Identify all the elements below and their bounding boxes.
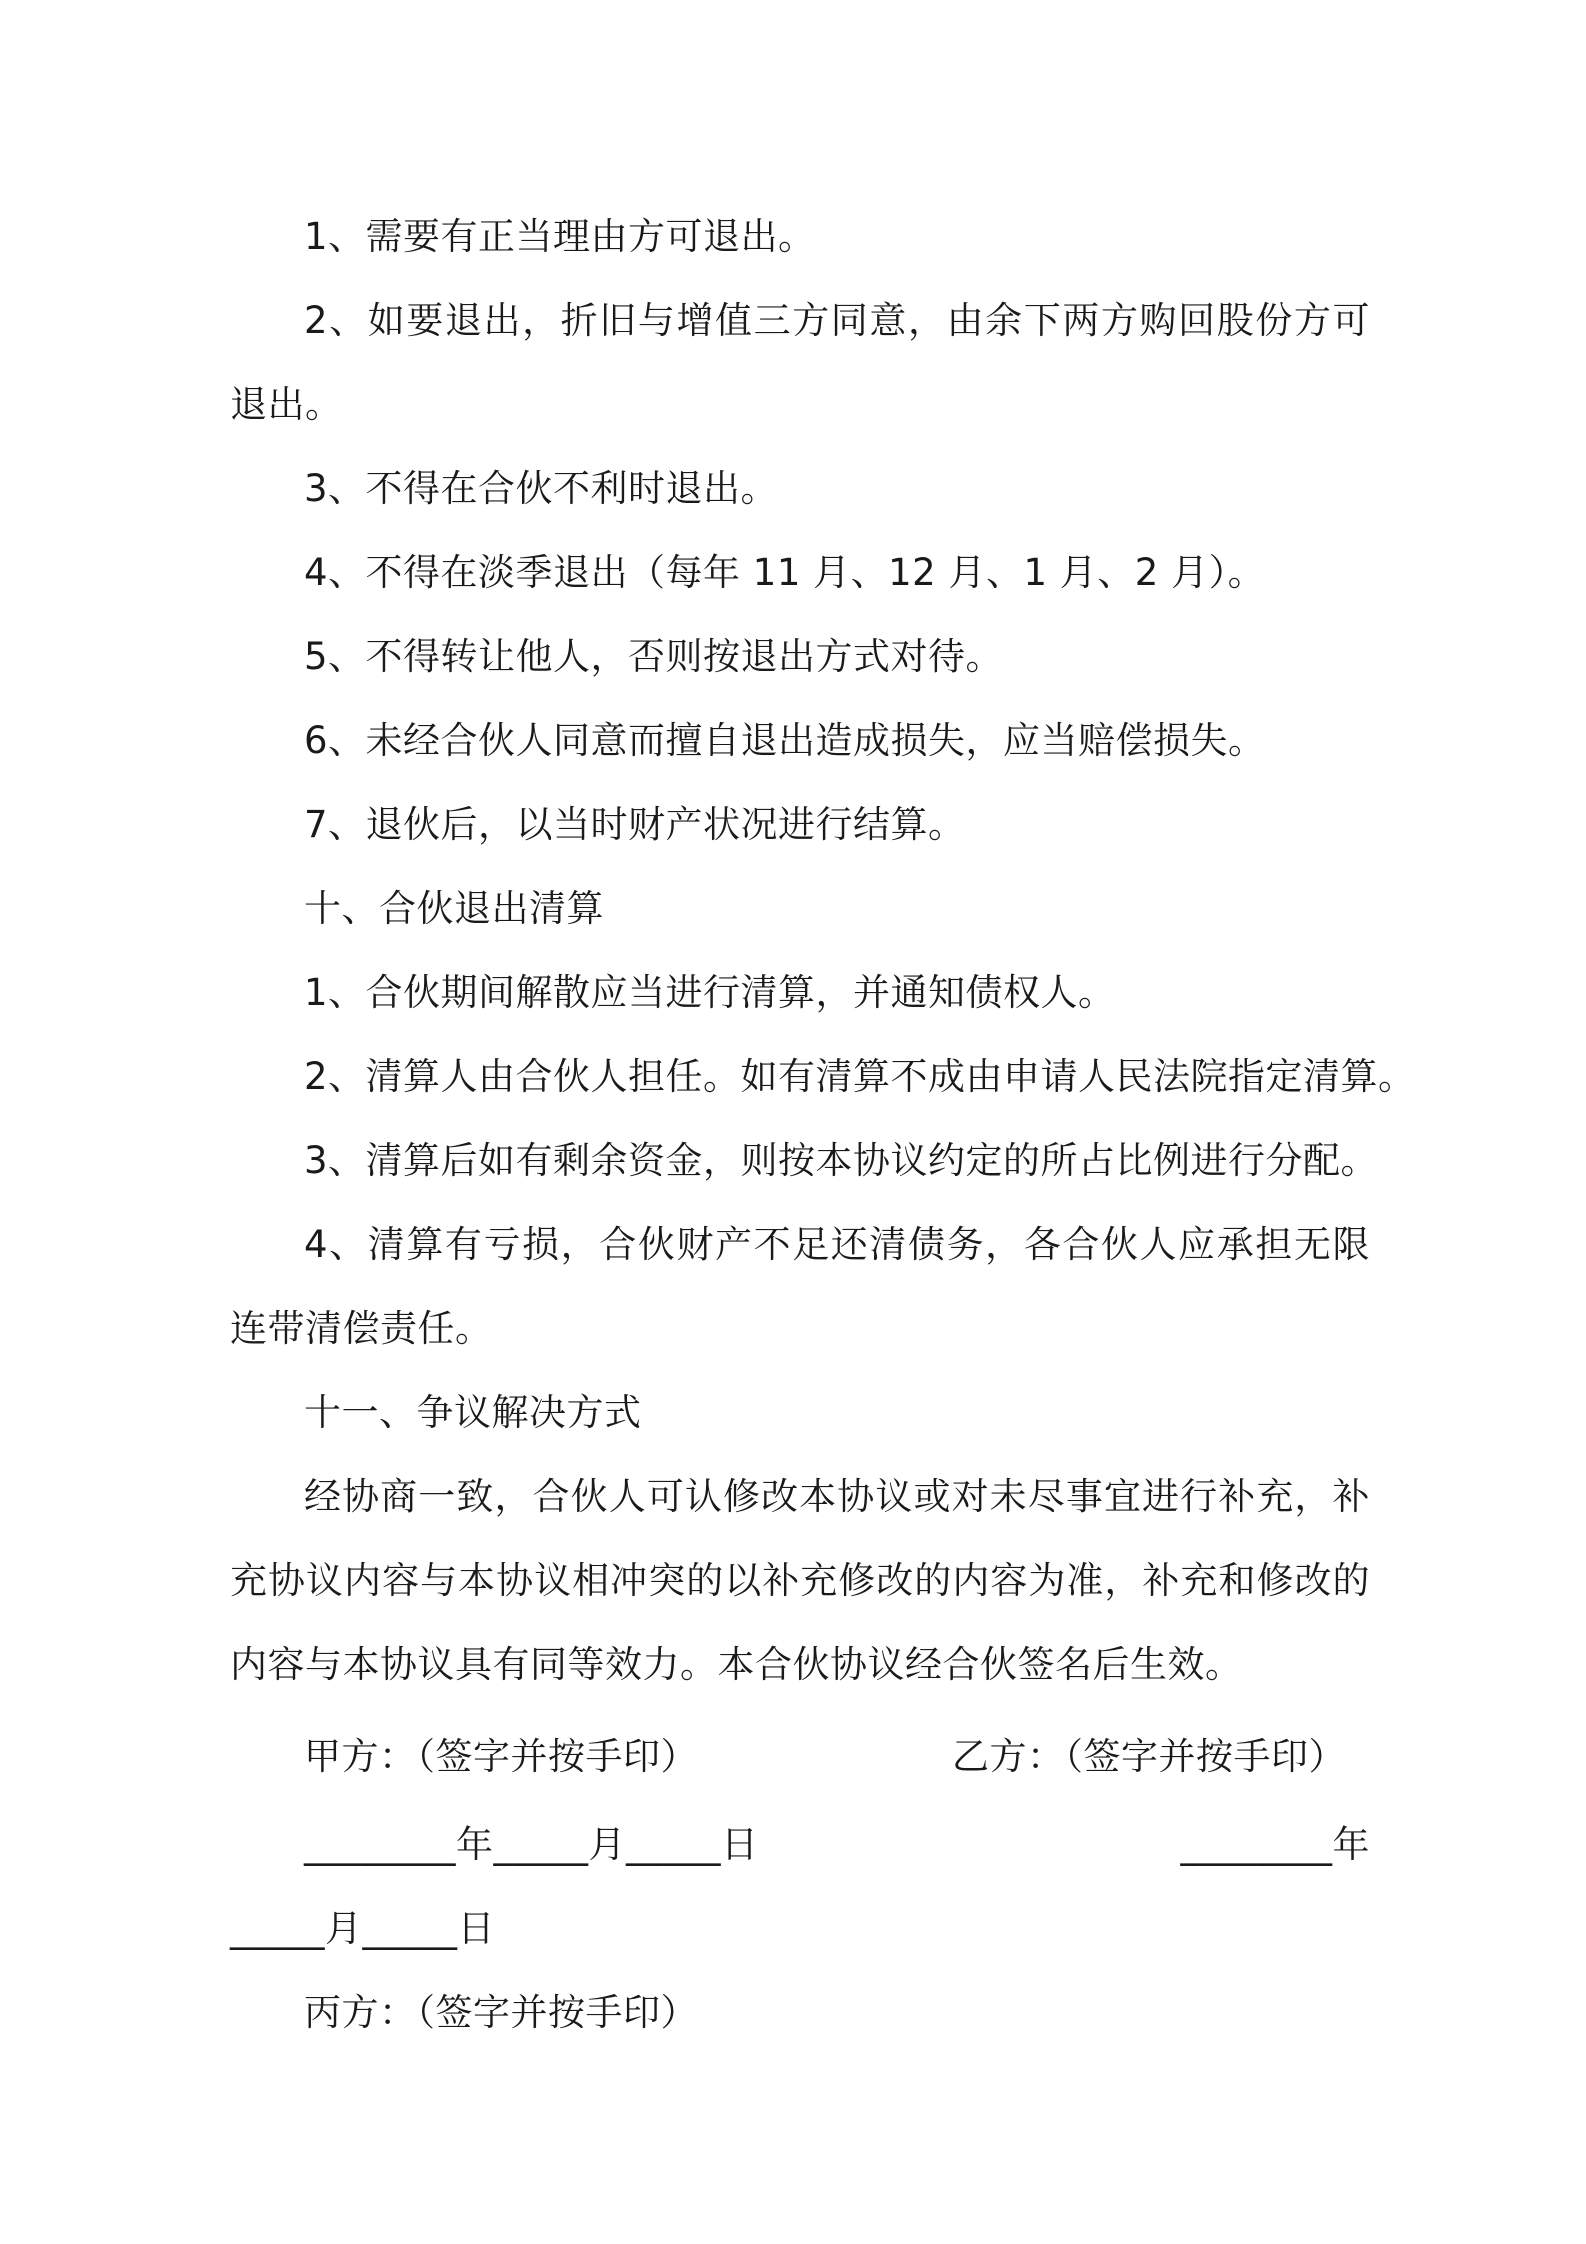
exit-rule-5: 5、不得转让他人，否则按退出方式对待。 bbox=[304, 635, 1004, 678]
date-row-ab bbox=[230, 1803, 1370, 1887]
exit-rule-1: 1、需要有正当理由方可退出。 bbox=[304, 215, 816, 258]
party-b-signature-label: 乙方：（签字并按手印） bbox=[952, 1735, 1346, 1778]
section-10-item-3: 3、清算后如有剩余资金，则按本协议约定的所占比例进行分配。 bbox=[304, 1139, 1379, 1182]
exit-rule-3: 3、不得在合伙不利时退出。 bbox=[304, 467, 779, 510]
section-10-heading: 十、合伙退出清算 bbox=[304, 887, 604, 930]
party-b-date-year: ________年 bbox=[1180, 1823, 1370, 1866]
section-11-body: 经协商一致，合伙人可认修改本协议或对未尽事宜进行补充，补充协议内容与本协议相冲突的以补充修改的内容为准，补充和修改的内容与本协议具有同等效力。本合伙协议经合伙签名后生效。 bbox=[230, 1475, 1370, 1686]
exit-rule-4: 4、不得在淡季退出（每年 11 月、12 月、1 月、2 月）。 bbox=[304, 551, 1266, 594]
signature-row-ab bbox=[230, 1715, 1370, 1799]
party-c-signature-label: 丙方：（签字并按手印） bbox=[304, 1991, 698, 2034]
exit-rule-2: 2、如要退出，折旧与增值三方同意，由余下两方购回股份方可退出。 bbox=[230, 299, 1370, 426]
section-10-item-1: 1、合伙期间解散应当进行清算，并通知债权人。 bbox=[304, 971, 1116, 1014]
party-b-date-rest: _____月_____日 bbox=[230, 1907, 495, 1950]
section-10-item-2: 2、清算人由合伙人担任。如有清算不成由申请人民法院指定清算。 bbox=[304, 1055, 1416, 1098]
party-a-signature-label: 甲方：（签字并按手印） bbox=[304, 1735, 698, 1778]
exit-rule-6: 6、未经合伙人同意而擅自退出造成损失，应当赔偿损失。 bbox=[304, 719, 1266, 762]
section-11-heading: 十一、争议解决方式 bbox=[304, 1391, 642, 1434]
party-a-date-line: ________年_____月_____日 bbox=[304, 1823, 759, 1866]
document-page bbox=[230, 195, 1416, 2055]
section-10-item-4: 4、清算有亏损，合伙财产不足还清债务，各合伙人应承担无限连带清偿责任。 bbox=[230, 1223, 1370, 1350]
exit-rule-7: 7、退伙后，以当时财产状况进行结算。 bbox=[304, 803, 966, 846]
